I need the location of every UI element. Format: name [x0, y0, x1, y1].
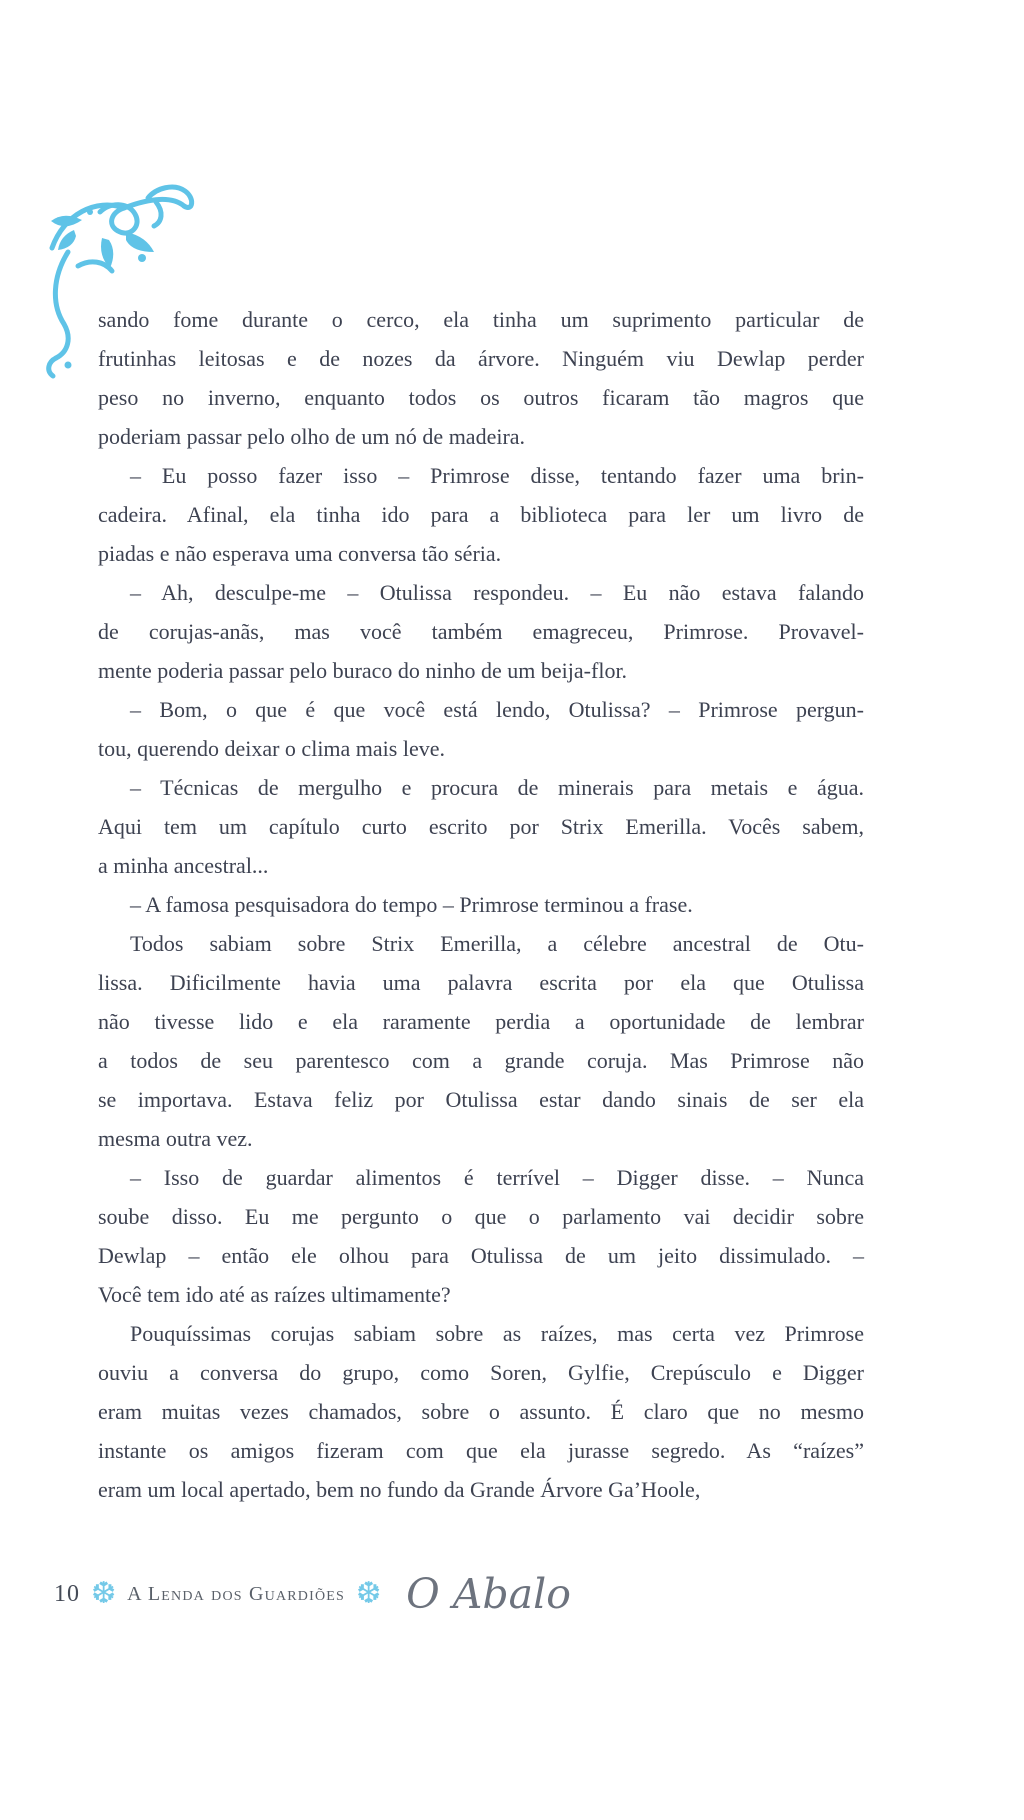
text-line: eram um local apertado, bem no fundo da Grande Árvore Ga’Hoole,	[98, 1477, 701, 1502]
snowflake-icon: ❆	[356, 1576, 382, 1611]
text-line: – Bom, o que é que você está lendo, Otulissa? – Primrose pergun-	[130, 697, 864, 722]
paragraph	[98, 573, 864, 690]
series-title: A Lenda dos Guardiões	[127, 1582, 346, 1605]
text-line: poderiam passar pelo olho de um nó de madeira.	[98, 424, 526, 449]
paragraph	[98, 690, 864, 768]
text-line: lissa. Dificilmente havia uma palavra escrita por ela que Otulissa	[98, 970, 864, 995]
paragraph	[98, 885, 864, 924]
book-title: O Abalo	[406, 1570, 571, 1618]
text-line: – Eu posso fazer isso – Primrose disse, tentando fazer uma brin-	[130, 463, 864, 488]
text-line: frutinhas leitosas e de nozes da árvore. Ninguém viu Dewlap perder	[98, 346, 864, 371]
text-line: – Isso de guardar alimentos é terrível – Digger disse. – Nunca	[130, 1165, 864, 1190]
text-line: mesma outra vez.	[98, 1126, 253, 1151]
paragraph	[98, 924, 864, 1158]
text-line: instante os amigos fizeram com que ela jurasse segredo. As “raízes”	[98, 1438, 864, 1463]
text-line: sando fome durante o cerco, ela tinha um suprimento particular de	[98, 307, 864, 332]
snowflake-icon: ❆	[91, 1576, 117, 1611]
text-line: não tivesse lido e ela raramente perdia a oportunidade de lembrar	[98, 1009, 864, 1034]
text-line: – Técnicas de mergulho e procura de minerais para metais e água.	[130, 775, 864, 800]
text-line: cadeira. Afinal, ela tinha ido para a biblioteca para ler um livro de	[98, 502, 864, 527]
text-line: peso no inverno, enquanto todos os outros ficaram tão magros que	[98, 385, 864, 410]
paragraph	[98, 1314, 864, 1509]
text-line: Todos sabiam sobre Strix Emerilla, a célebre ancestral de Otu-	[130, 931, 864, 956]
text-line: piadas e não esperava uma conversa tão séria.	[98, 541, 502, 566]
text-line: – Ah, desculpe-me – Otulissa respondeu. – Eu não estava falando	[130, 580, 864, 605]
text-line: Dewlap – então ele olhou para Otulissa de um jeito dissimulado. –	[98, 1243, 864, 1268]
text-line: ouviu a conversa do grupo, como Soren, Gylfie, Crepúsculo e Digger	[98, 1360, 864, 1385]
text-line: Aqui tem um capítulo curto escrito por Strix Emerilla. Vocês sabem,	[98, 814, 864, 839]
text-line: se importava. Estava feliz por Otulissa estar dando sinais de ser ela	[98, 1087, 864, 1112]
text-line: – A famosa pesquisadora do tempo – Primrose terminou a frase.	[130, 892, 693, 917]
text-line: a todos de seu parentesco com a grande coruja. Mas Primrose não	[98, 1048, 864, 1073]
paragraph	[98, 768, 864, 885]
text-line: eram muitas vezes chamados, sobre o assunto. É claro que no mesmo	[98, 1399, 864, 1424]
paragraph	[98, 1158, 864, 1314]
text-line: a minha ancestral...	[98, 853, 269, 878]
page-footer	[54, 1568, 571, 1620]
text-line: mente poderia passar pelo buraco do ninho de um beija-flor.	[98, 658, 628, 683]
page-number: 10	[54, 1580, 80, 1607]
paragraph	[98, 300, 864, 456]
body-text	[98, 300, 864, 1509]
text-line: Você tem ido até as raízes ultimamente?	[98, 1282, 451, 1307]
text-line: tou, querendo deixar o clima mais leve.	[98, 736, 445, 761]
text-line: de corujas-anãs, mas você também emagreceu, Primrose. Provavel-	[98, 619, 864, 644]
paragraph	[98, 456, 864, 573]
text-line: soube disso. Eu me pergunto o que o parlamento vai decidir sobre	[98, 1204, 864, 1229]
text-line: Pouquíssimas corujas sabiam sobre as raízes, mas certa vez Primrose	[130, 1321, 864, 1346]
